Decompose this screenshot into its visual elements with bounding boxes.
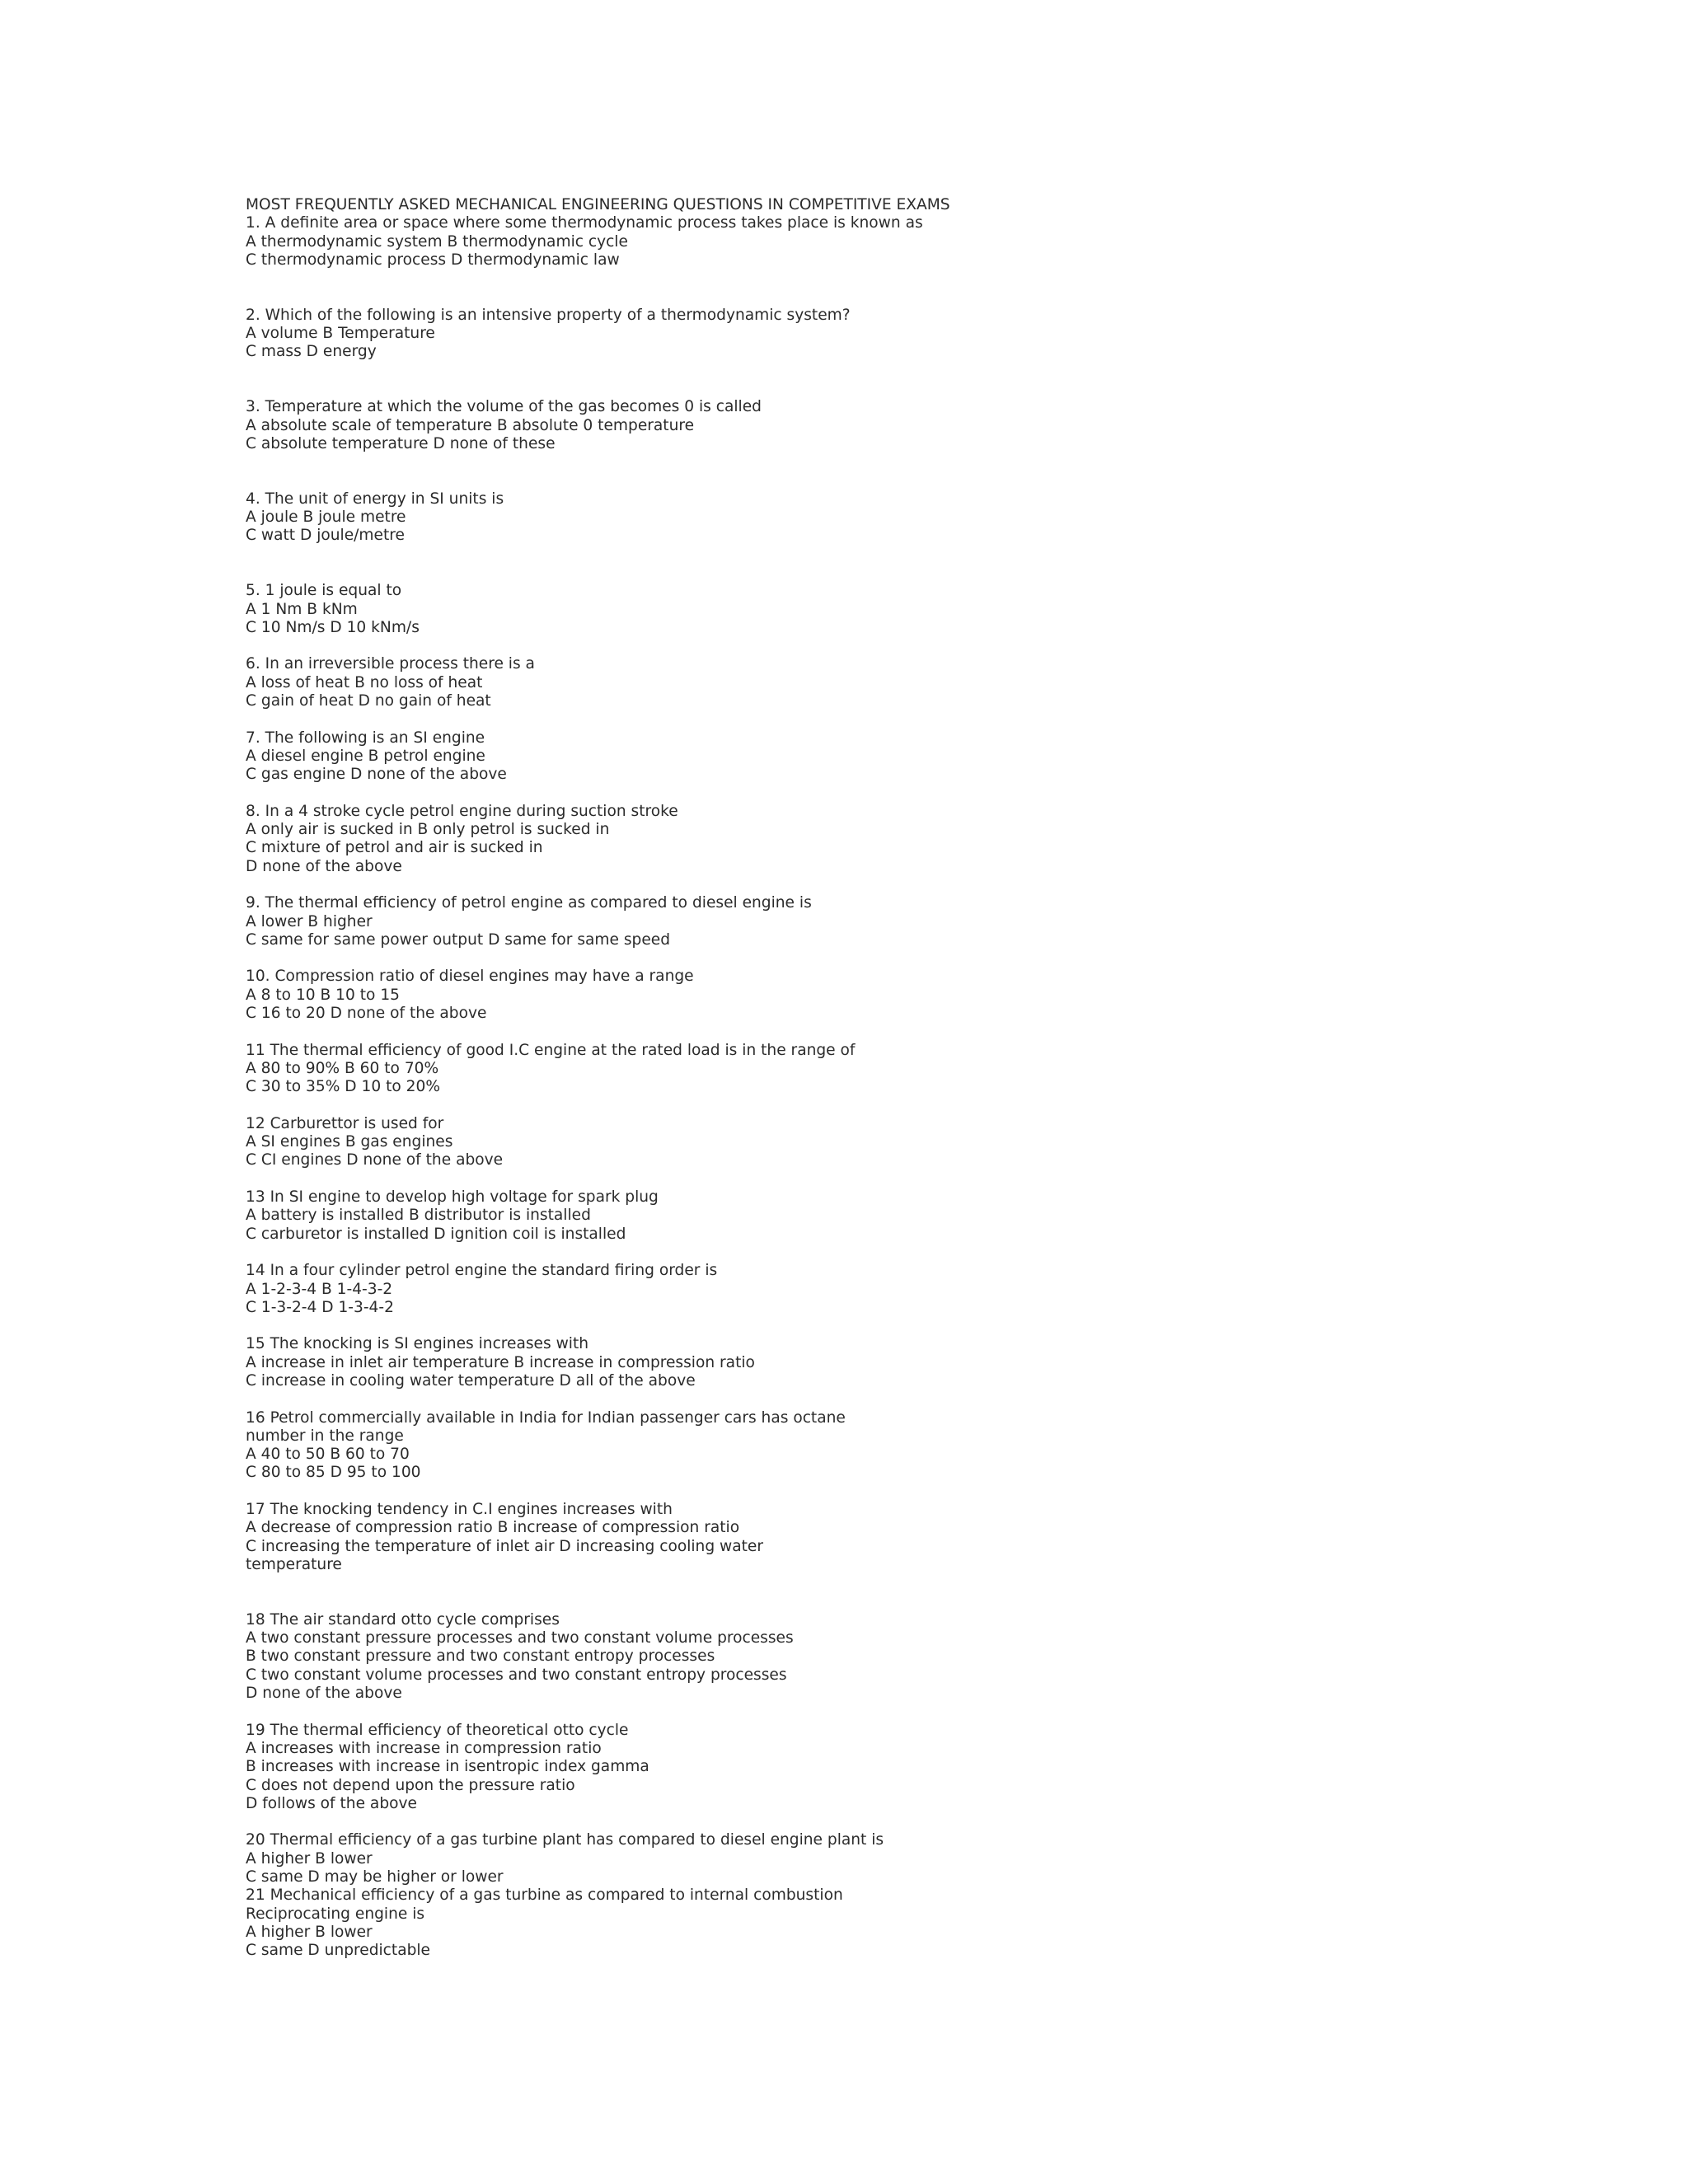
question-text: 8. In a 4 stroke cycle petrol engine during suction stroke: [246, 802, 678, 820]
question-text: 20 Thermal efficiency of a gas turbine plant has compared to diesel engine plant is: [246, 1831, 884, 1849]
question-line: A 40 to 50 B 60 to 70: [246, 1446, 410, 1464]
question-line: A only air is sucked in B only petrol is sucked in: [246, 821, 610, 839]
document-title: MOST FREQUENTLY ASKED MECHANICAL ENGINEERING QUESTIONS IN COMPETITIVE EXAMS: [246, 196, 950, 213]
question-block: [246, 1611, 1482, 1703]
question-line: C same D unpredictable: [246, 1942, 430, 1960]
question-line: A decrease of compression ratio B increase of compression ratio: [246, 1519, 740, 1537]
question-block: [246, 398, 1482, 453]
question-text: 2. Which of the following is an intensive property of a thermodynamic system?: [246, 306, 851, 324]
question-text: 10. Compression ratio of diesel engines may have a range: [246, 968, 694, 986]
question-text: 18 The air standard otto cycle comprises: [246, 1610, 560, 1629]
block-spacer: [246, 637, 1482, 655]
block-spacer: [246, 1170, 1482, 1188]
question-text: 16 Petrol commercially available in India for Indian passenger cars has octane: [246, 1408, 846, 1427]
question-line: C mixture of petrol and air is sucked in: [246, 839, 543, 857]
block-spacer: [246, 1317, 1482, 1335]
question-text: 4. The unit of energy in SI units is: [246, 490, 504, 508]
question-block: [246, 894, 1482, 949]
question-line: C mass D energy: [246, 343, 377, 361]
question-block: [246, 582, 1482, 637]
question-line: A absolute scale of temperature B absolute 0 temperature: [246, 416, 695, 434]
question-line: A loss of heat B no loss of heat: [246, 673, 483, 691]
block-spacer: [246, 453, 1482, 490]
question-line: number in the range: [246, 1427, 404, 1445]
block-spacer: [246, 949, 1482, 968]
question-line: A two constant pressure processes and two constant volume processes: [246, 1629, 794, 1647]
question-line: A 1-2-3-4 B 1-4-3-2: [246, 1280, 393, 1298]
question-line: C 16 to 20 D none of the above: [246, 1005, 487, 1023]
question-line: C CI engines D none of the above: [246, 1151, 504, 1169]
question-line: A increases with increase in compression ratio: [246, 1739, 602, 1757]
block-spacer: [246, 785, 1482, 803]
question-block: [246, 1188, 1482, 1244]
question-text: 13 In SI engine to develop high voltage for spark plug: [246, 1188, 659, 1207]
question-text: 6. In an irreversible process there is a: [246, 655, 535, 673]
question-line: C increase in cooling water temperature D all of the above: [246, 1372, 696, 1390]
question-line: A higher B lower: [246, 1849, 373, 1868]
block-spacer: [246, 1390, 1482, 1408]
question-line: C does not depend upon the pressure ratio: [246, 1776, 575, 1794]
question-line: A battery is installed B distributor is installed: [246, 1207, 591, 1225]
block-spacer: [246, 546, 1482, 583]
question-line: temperature: [246, 1555, 342, 1573]
question-line: C thermodynamic process D thermodynamic law: [246, 251, 620, 269]
question-block: [246, 1722, 1482, 1813]
question-line: C gas engine D none of the above: [246, 766, 507, 784]
question-line: D none of the above: [246, 1685, 402, 1703]
block-spacer: [246, 1813, 1482, 1831]
question-block: [246, 655, 1482, 710]
document-page: [246, 196, 1482, 1961]
question-block: [246, 307, 1482, 362]
question-block: [246, 1335, 1482, 1390]
block-spacer: [246, 1097, 1482, 1115]
question-text: 5. 1 joule is equal to: [246, 582, 402, 600]
block-spacer: [246, 1574, 1482, 1611]
question-line: D follows of the above: [246, 1794, 417, 1812]
question-line: C absolute temperature D none of these: [246, 434, 556, 452]
question-line: A 1 Nm B kNm: [246, 600, 358, 618]
question-text: 12 Carburettor is used for: [246, 1114, 444, 1132]
question-text: 7. The following is an SI engine: [246, 729, 485, 747]
block-spacer: [246, 710, 1482, 729]
question-text: 11 The thermal efficiency of good I.C engine at the rated load is in the range of: [246, 1041, 856, 1059]
question-block: [246, 968, 1482, 1023]
question-line: A volume B Temperature: [246, 325, 435, 343]
block-spacer: [246, 269, 1482, 307]
question-line: C 1-3-2-4 D 1-3-4-2: [246, 1298, 394, 1316]
question-line: A 80 to 90% B 60 to 70%: [246, 1059, 439, 1077]
question-text: 19 The thermal efficiency of theoretical otto cycle: [246, 1721, 629, 1739]
question-line: C two constant volume processes and two constant entropy processes: [246, 1666, 787, 1684]
question-line: C 10 Nm/s D 10 kNm/s: [246, 618, 420, 636]
question-line: C same D may be higher or lower: [246, 1868, 504, 1886]
question-block: [246, 1115, 1482, 1170]
question-line: D none of the above: [246, 857, 402, 875]
block-spacer: [246, 1244, 1482, 1262]
block-spacer: [246, 1483, 1482, 1501]
question-line: C same for same power output D same for same speed: [246, 930, 671, 949]
question-line: A joule B joule metre: [246, 509, 406, 527]
question-text: 1. A definite area or space where some thermodynamic process takes place is known as: [246, 214, 923, 232]
question-text: 17 The knocking tendency in C.I engines increases with: [246, 1501, 673, 1519]
question-block: [246, 729, 1482, 785]
question-line: C 80 to 85 D 95 to 100: [246, 1464, 421, 1482]
question-block: [246, 490, 1482, 546]
question-block: [246, 1042, 1482, 1097]
question-block: [246, 1831, 1482, 1960]
question-block: [246, 803, 1482, 876]
question-line: C watt D joule/metre: [246, 527, 405, 545]
question-line: C carburetor is installed D ignition coil is installed: [246, 1225, 626, 1243]
block-spacer: [246, 1023, 1482, 1041]
question-block: [246, 1501, 1482, 1574]
question-block: [246, 1409, 1482, 1483]
question-text: 9. The thermal efficiency of petrol engine as compared to diesel engine is: [246, 894, 812, 912]
question-line: Reciprocating engine is: [246, 1905, 425, 1923]
question-text: 15 The knocking is SI engines increases with: [246, 1335, 589, 1353]
question-list: [246, 214, 1482, 1960]
question-text: 14 In a four cylinder petrol engine the standard firing order is: [246, 1262, 718, 1280]
question-line: A lower B higher: [246, 912, 373, 930]
question-line: 21 Mechanical efficiency of a gas turbine as compared to internal combustion: [246, 1886, 843, 1905]
question-line: C increasing the temperature of inlet air D increasing cooling water: [246, 1537, 764, 1555]
question-line: B two constant pressure and two constant entropy processes: [246, 1647, 715, 1666]
question-line: A SI engines B gas engines: [246, 1133, 453, 1151]
block-spacer: [246, 362, 1482, 399]
question-line: A diesel engine B petrol engine: [246, 747, 485, 765]
question-line: B increases with increase in isentropic index gamma: [246, 1758, 649, 1776]
question-block: [246, 1262, 1482, 1317]
block-spacer: [246, 876, 1482, 894]
question-line: A thermodynamic system B thermodynamic cycle: [246, 232, 628, 251]
question-line: A 8 to 10 B 10 to 15: [246, 986, 400, 1004]
question-line: A increase in inlet air temperature B increase in compression ratio: [246, 1353, 755, 1371]
question-block: [246, 214, 1482, 269]
question-text: 3. Temperature at which the volume of the gas becomes 0 is called: [246, 398, 762, 416]
question-line: A higher B lower: [246, 1923, 373, 1941]
question-line: C 30 to 35% D 10 to 20%: [246, 1078, 440, 1096]
question-line: C gain of heat D no gain of heat: [246, 692, 491, 710]
block-spacer: [246, 1703, 1482, 1721]
